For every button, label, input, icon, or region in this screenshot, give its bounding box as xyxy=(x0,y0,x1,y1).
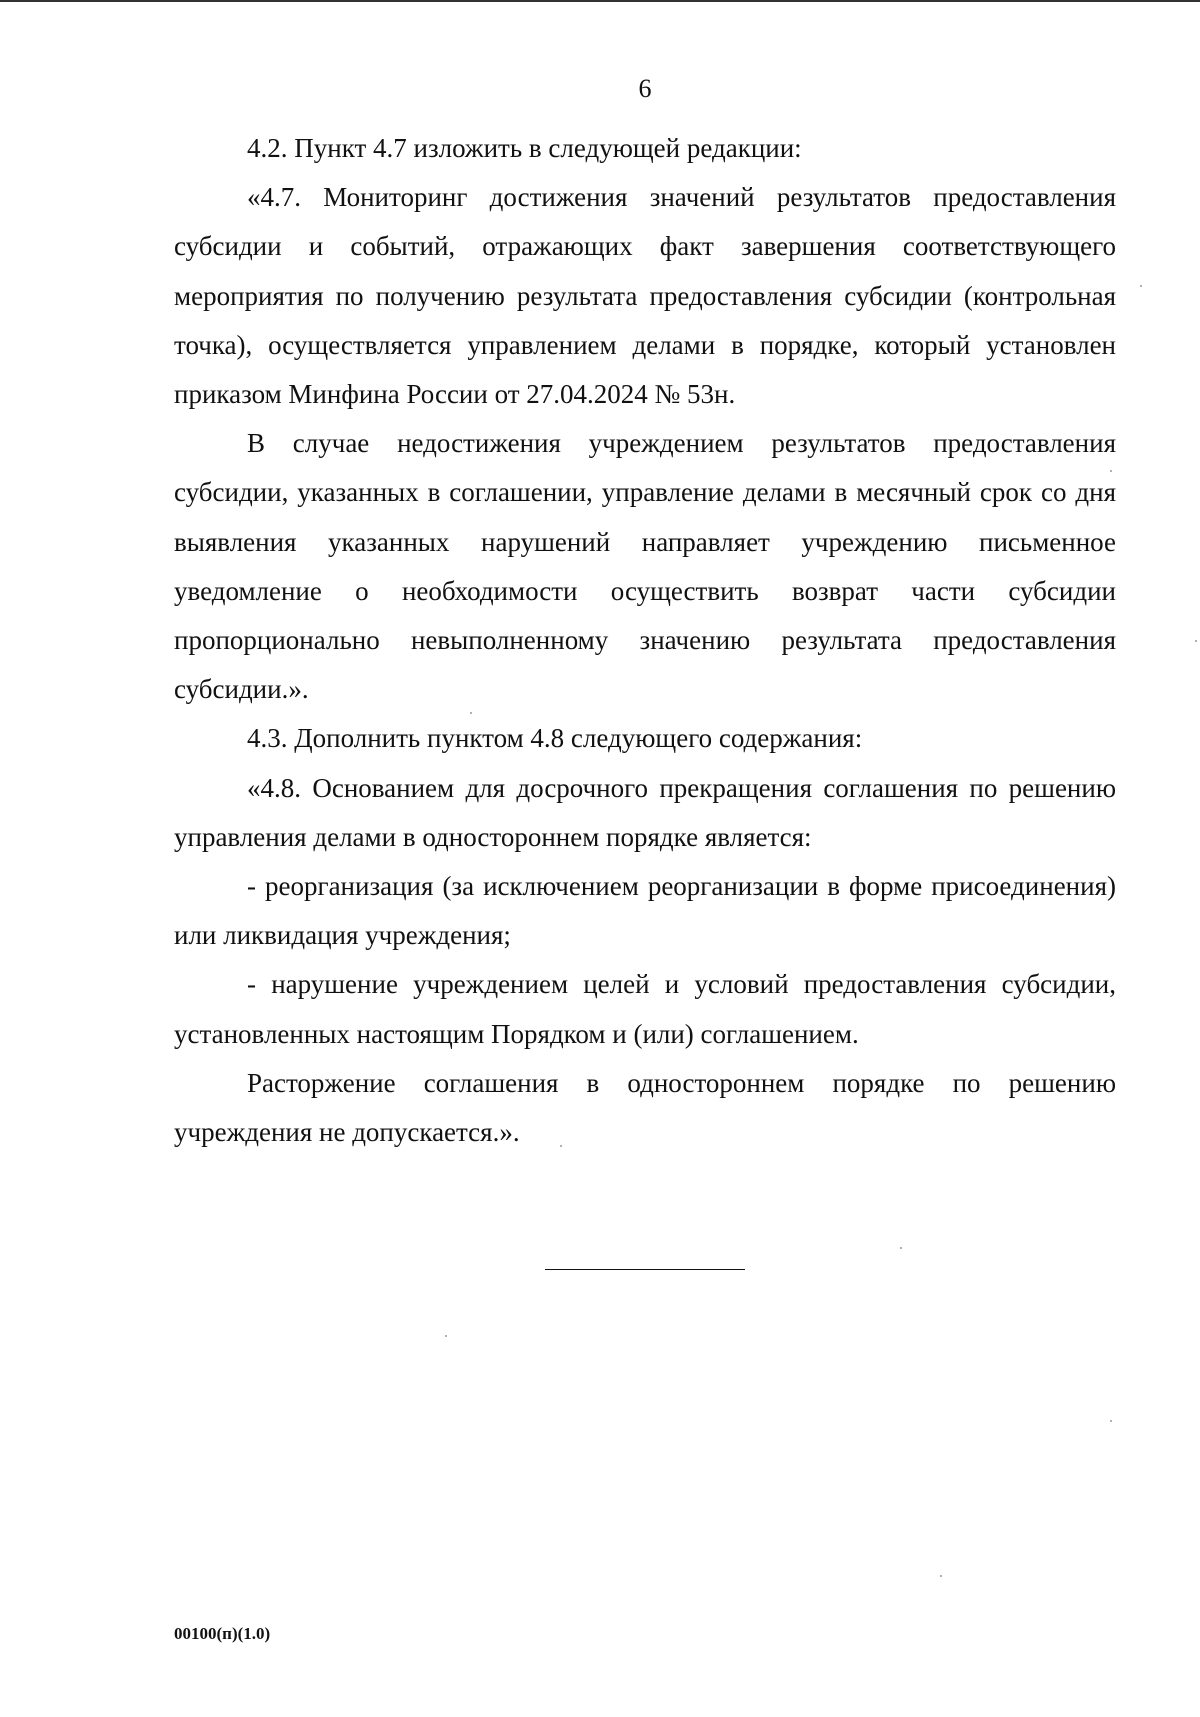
list-item-reorganization: - реорганизация (за исключением реорганизации в форме присоединения) или ликвидация учреждения; xyxy=(174,871,1116,951)
scan-speck xyxy=(940,1575,942,1577)
scan-speck xyxy=(1110,1420,1112,1422)
paragraph-4-2: 4.2. Пункт 4.7 изложить в следующей редакции: xyxy=(247,133,802,163)
paragraph-4-3: 4.3. Дополнить пунктом 4.8 следующего содержания: xyxy=(247,723,863,754)
scan-speck xyxy=(470,712,472,714)
list-item-violation: - нарушение учреждением целей и условий предоставления субсидии, установленных настоящим Порядком и (или) соглашением. xyxy=(174,969,1116,1049)
scan-speck xyxy=(1110,470,1112,472)
paragraph-4-8-grounds: «4.8. Основанием для досрочного прекращения соглашения по решению управления делами в одностороннем порядке является: xyxy=(174,772,1116,852)
scan-speck xyxy=(1140,285,1142,287)
paragraph-termination: Расторжение соглашения в одностороннем порядке по решению учреждения не допускается.». xyxy=(174,1067,1116,1148)
scan-speck xyxy=(560,1145,562,1147)
paragraph-non-achievement: В случае недостижения учреждением результатов предоставления субсидии, указанных в соглашении, управление делами в месячный срок со дня выявления указанных нарушений направляет учреждению письменное уведомление о необходимости осуществить возврат части субсидии пропорционально невыполненному значению результата предоставления субсидии.». xyxy=(174,428,1116,705)
scan-speck xyxy=(900,1247,902,1249)
document-code: 00100(п)(1.0) xyxy=(174,1624,271,1643)
end-separator-line xyxy=(545,1269,745,1270)
scan-speck xyxy=(1195,640,1197,642)
page-number: 6 xyxy=(638,74,652,103)
document-body xyxy=(174,124,1116,1157)
scan-speck xyxy=(445,1335,447,1337)
scan-top-edge xyxy=(0,0,1200,2)
paragraph-4-7-monitoring: «4.7. Мониторинг достижения значений результатов предоставления субсидии и событий, отражающих факт завершения соответствующего мероприятия по получению результата предоставления субсидии (контрольная точка), осуществляется управлением делами в порядке, который установлен приказом Минфина России от 27.04.2024 № 53н. xyxy=(174,182,1116,410)
